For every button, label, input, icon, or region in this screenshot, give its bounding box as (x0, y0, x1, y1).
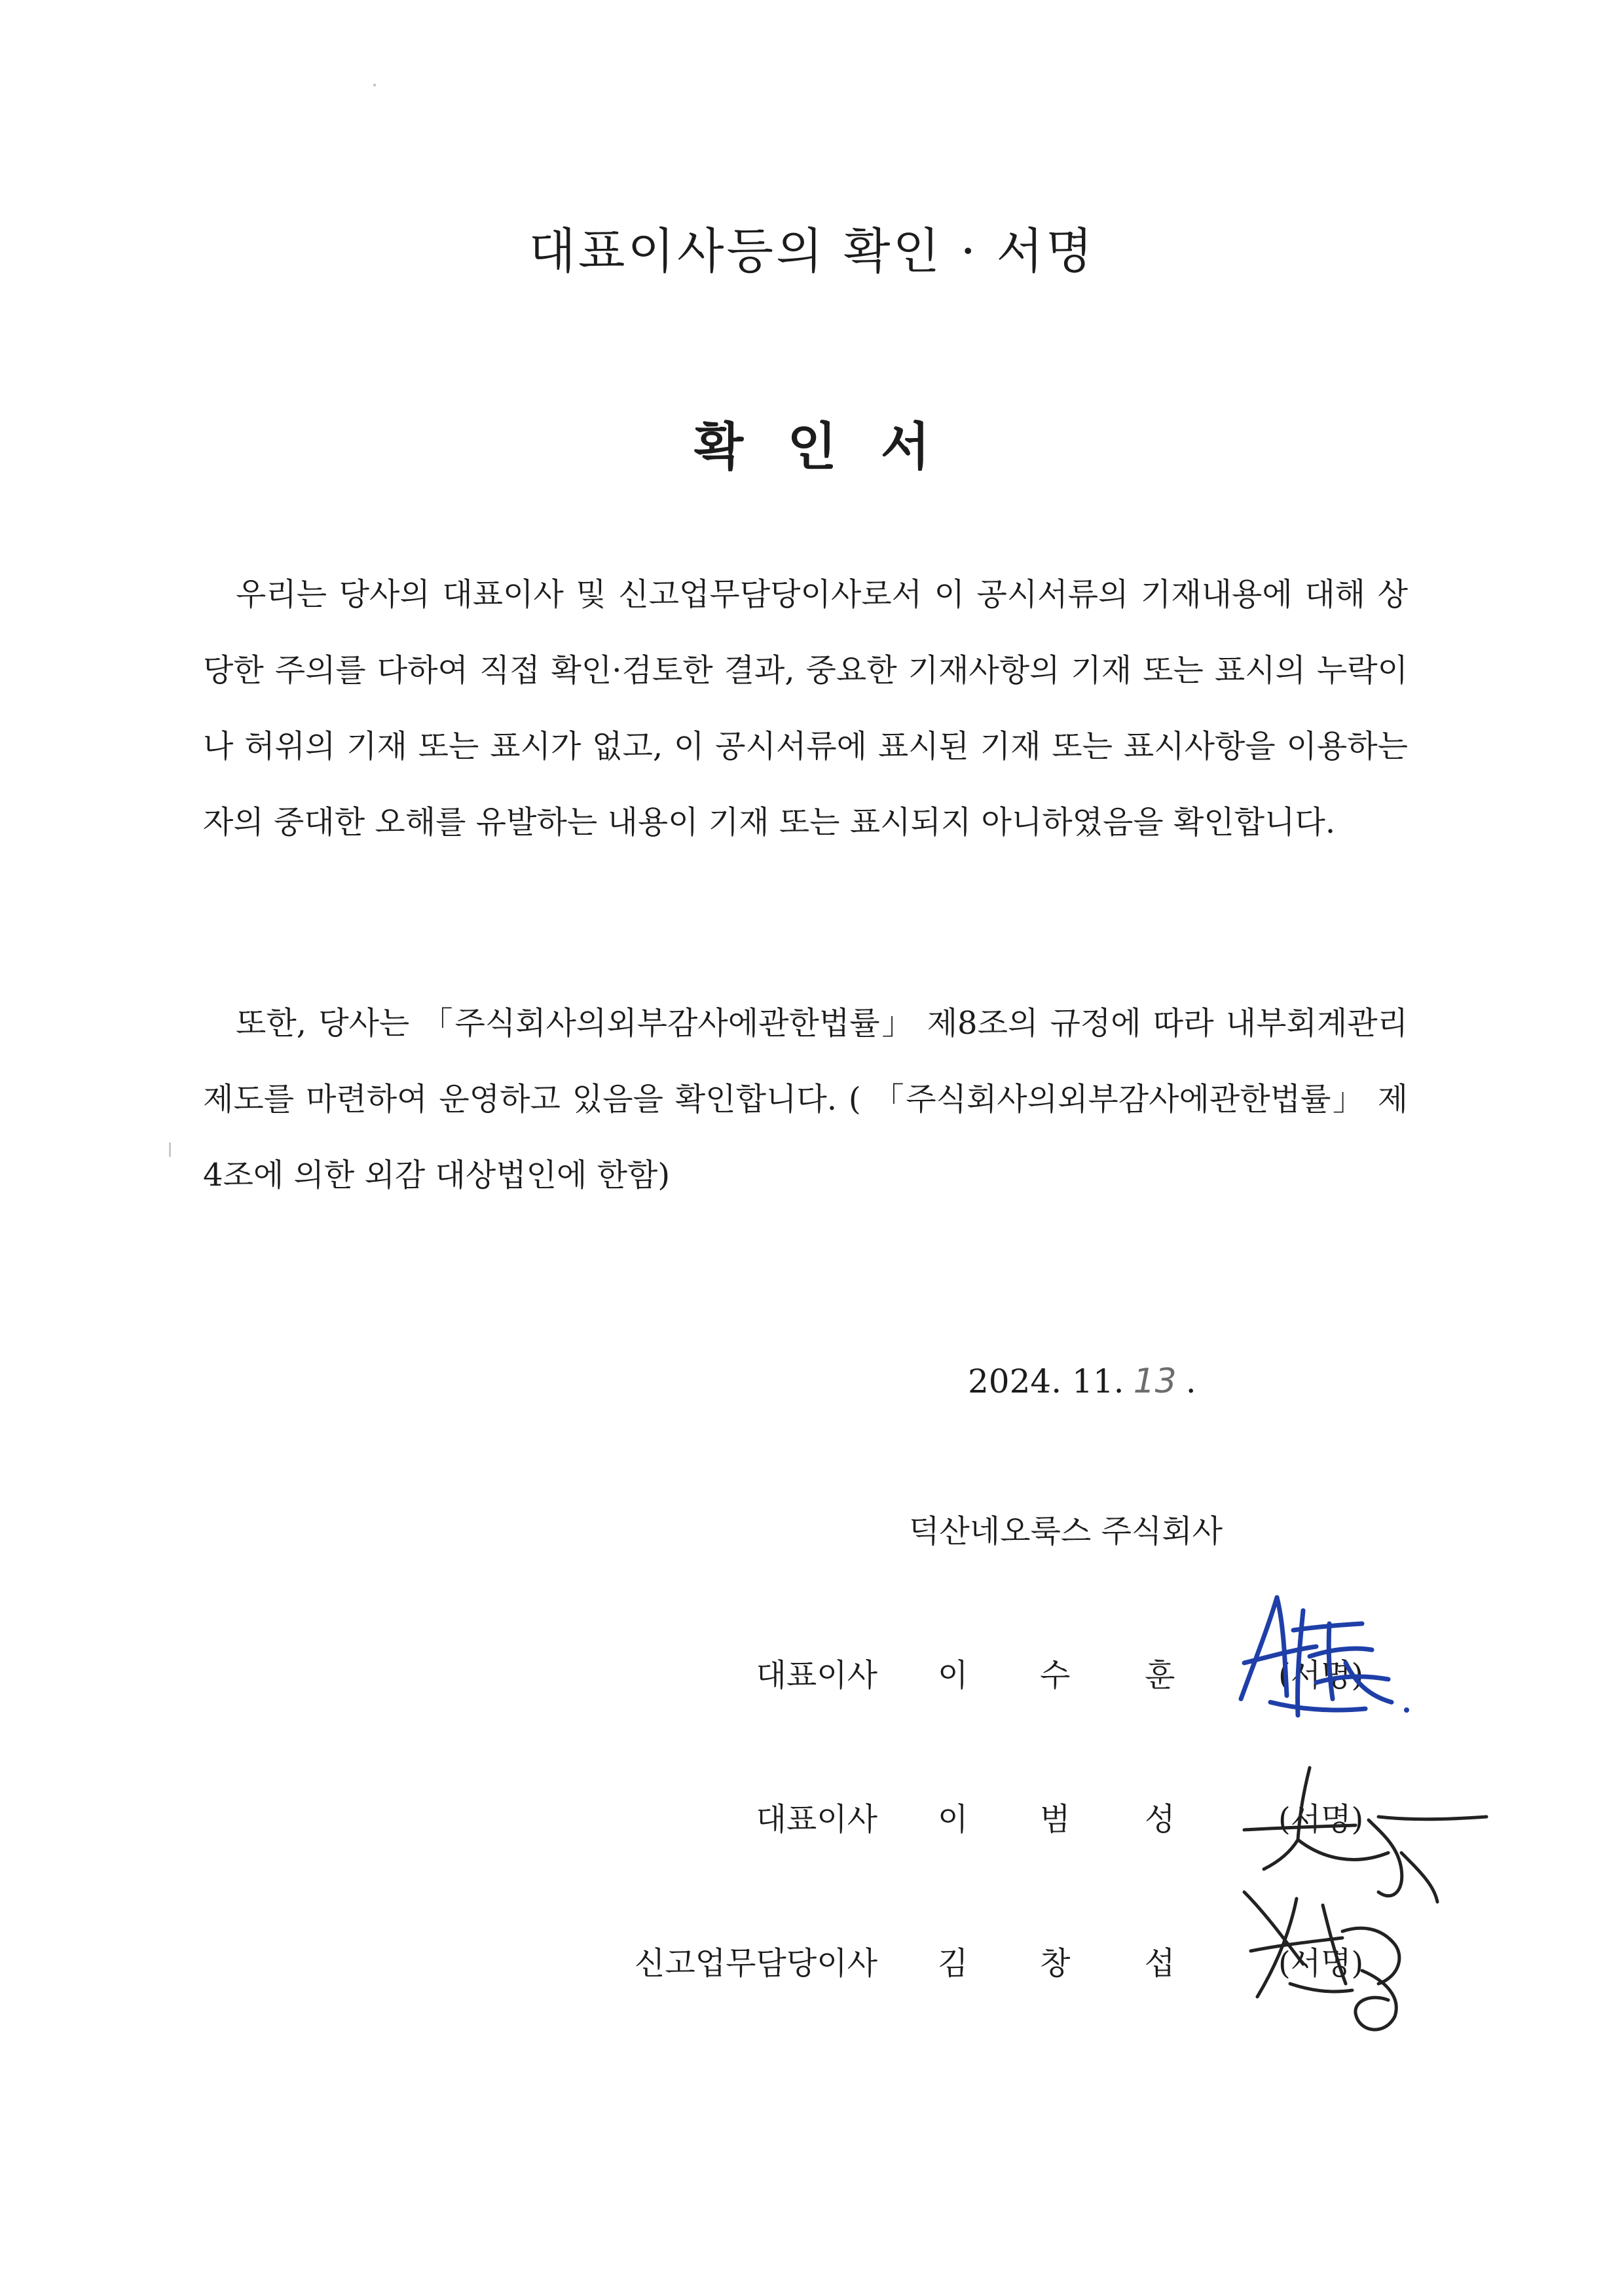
document-date (968, 1362, 1196, 1401)
date-suffix: . (1185, 1362, 1196, 1400)
date-day-handwritten: 13 (1133, 1362, 1177, 1401)
signature-mark-label: (서명) (1278, 1801, 1364, 1838)
scan-speck (169, 1142, 171, 1157)
company-name: 덕산네오룩스 주식회사 (909, 1513, 1223, 1550)
handwritten-signature-3 (1231, 1872, 1428, 2049)
signatory-name-char: 이 (938, 1801, 969, 1838)
confirmation-paragraph: 우리는 당사의 대표이사 및 신고업무담당이사로서 이 공시서류의 기재내용에 대해 상당한 주의를 다하여 직접 확인·검토한 결과, 중요한 기재사항의 기재 또는 표시의 누락이나 허위의 기재 또는 표시가 없고, 이 공시서류에 표시된 기재 또는 표시사항을 이용하는 자의 중대한 오해를 유발하는 내용이 기재 또는 표시되지 아니하였음을 확인합니다. (203, 576, 1408, 841)
signatory-role: 대표이사 (756, 1801, 877, 1838)
signatory-name-char: 성 (1145, 1801, 1175, 1838)
signatory-name-char: 범 (1040, 1801, 1071, 1838)
signatory-name-char: 수 (1040, 1657, 1071, 1694)
signatory-name-char: 이 (938, 1657, 969, 1694)
signatory-role: 대표이사 (756, 1657, 877, 1694)
handwritten-signature-1 (1231, 1584, 1428, 1755)
signatory-name-char: 김 (938, 1945, 969, 1982)
signatory-name-char: 섭 (1145, 1945, 1175, 1982)
signatory-name-char: 훈 (1145, 1657, 1175, 1694)
document-title: 대표이사등의 확인 · 서명 (528, 223, 1096, 280)
internal-control-paragraph: 또한, 당사는 「주식회사의외부감사에관한법률」 제8조의 규정에 따라 내부회계관리제도를 마련하여 운영하고 있음을 확인합니다. ( 「주식회사의외부감사에관한법률」 제4조에 의한 외감 대상법인에 한함) (203, 1005, 1408, 1194)
signatory-role: 신고업무담당이사 (635, 1945, 877, 1982)
signature-mark-label: (서명) (1278, 1945, 1364, 1982)
document-subtitle: 확 인 서 (693, 417, 931, 477)
date-year-month: 2024. 11. (968, 1362, 1124, 1400)
signatory-name-char: 창 (1040, 1945, 1071, 1982)
signature-mark-label: (서명) (1278, 1657, 1364, 1694)
scan-speck (373, 84, 376, 86)
